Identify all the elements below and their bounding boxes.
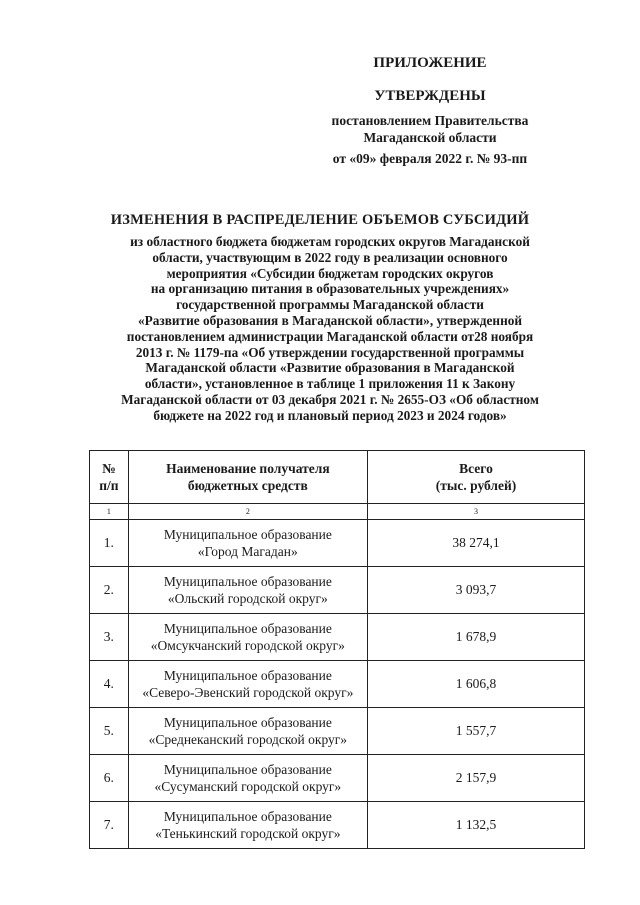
subtitle-line: государственной программы Магаданской области xyxy=(176,297,484,313)
row-num: 1. xyxy=(90,520,129,567)
row-recipient: Муниципальное образование «Сусуманский городской округ» xyxy=(128,755,367,802)
row-recipient: Муниципальное образование «Среднеканский городской округ» xyxy=(128,708,367,755)
row-total: 1 557,7 xyxy=(368,708,585,755)
table-row xyxy=(90,614,585,661)
subtitle-line: 2013 г. № 1179-па «Об утверждении государственной программы xyxy=(135,344,525,360)
table-row xyxy=(90,708,585,755)
table-row xyxy=(90,520,585,567)
row-total: 1 678,9 xyxy=(368,614,585,661)
row-total: 1 606,8 xyxy=(368,661,585,708)
approved-label: УТВЕРЖДЕНЫ xyxy=(374,88,486,104)
row-num: 3. xyxy=(90,614,129,661)
subtitle-line: Магаданской области «Развитие образования в Магаданской xyxy=(145,360,515,376)
header-recipient: Наименование получателя бюджетных средств xyxy=(128,451,367,504)
subtitle-line: области, участвующим в 2022 году в реализации основного xyxy=(152,249,508,265)
column-number: 3 xyxy=(368,504,585,520)
column-number: 1 xyxy=(90,504,129,520)
header-num: № п/п xyxy=(90,451,129,504)
row-recipient: Муниципальное образование «Ольский городской округ» xyxy=(128,567,367,614)
row-num: 5. xyxy=(90,708,129,755)
row-total: 2 157,9 xyxy=(368,755,585,802)
row-recipient: Муниципальное образование «Северо-Эвенский городской округ» xyxy=(128,661,367,708)
subtitle-line: мероприятия «Субсидии бюджетам городских округов xyxy=(166,265,494,281)
row-total: 1 132,5 xyxy=(368,802,585,849)
appendix-title: ПРИЛОЖЕНИЕ xyxy=(373,55,487,71)
approval-line: постановлением Правительства xyxy=(331,113,529,128)
subtitle-line: постановлением администрации Магаданской области от28 ноября xyxy=(126,328,534,344)
subtitle-line: из областного бюджета бюджетам городских округов Магаданской xyxy=(130,234,530,249)
subsidy-table xyxy=(89,450,585,849)
row-num: 2. xyxy=(90,567,129,614)
table-row xyxy=(90,802,585,849)
subtitle-line: области», установленное в таблице 1 приложения 11 к Закону xyxy=(144,376,516,392)
row-total: 38 274,1 xyxy=(368,520,585,567)
subtitle-line: на организацию питания в образовательных учреждениях» xyxy=(150,281,510,297)
table-header-row xyxy=(90,451,585,504)
document-title: ИЗМЕНЕНИЯ В РАСПРЕДЕЛЕНИЕ ОБЪЕМОВ СУБСИДИЙ xyxy=(110,212,530,228)
row-total: 3 093,7 xyxy=(368,567,585,614)
header-total: Всего (тыс. рублей) xyxy=(368,451,585,504)
subtitle-line: Магаданской области от 03 декабря 2021 г. № 2655-ОЗ «Об областном xyxy=(121,391,539,407)
row-num: 7. xyxy=(90,802,129,849)
column-number-row xyxy=(90,504,585,520)
approval-line: Магаданской области xyxy=(363,130,497,145)
table-row xyxy=(90,661,585,708)
row-num: 4. xyxy=(90,661,129,708)
table-row xyxy=(90,755,585,802)
approval-date-line: от «09» февраля 2022 г. № 93-пп xyxy=(332,151,528,166)
row-recipient: Муниципальное образование «Омсукчанский городской округ» xyxy=(128,614,367,661)
column-number: 2 xyxy=(128,504,367,520)
document-subtitle xyxy=(70,234,590,424)
table-row xyxy=(90,567,585,614)
row-num: 6. xyxy=(90,755,129,802)
row-recipient: Муниципальное образование «Тенькинский городской округ» xyxy=(128,802,367,849)
row-recipient: Муниципальное образование «Город Магадан» xyxy=(128,520,367,567)
subtitle-line: «Развитие образования в Магаданской области», утвержденной xyxy=(137,312,523,328)
subtitle-line: бюджете на 2022 год и плановый период 2023 и 2024 годов» xyxy=(153,407,507,423)
